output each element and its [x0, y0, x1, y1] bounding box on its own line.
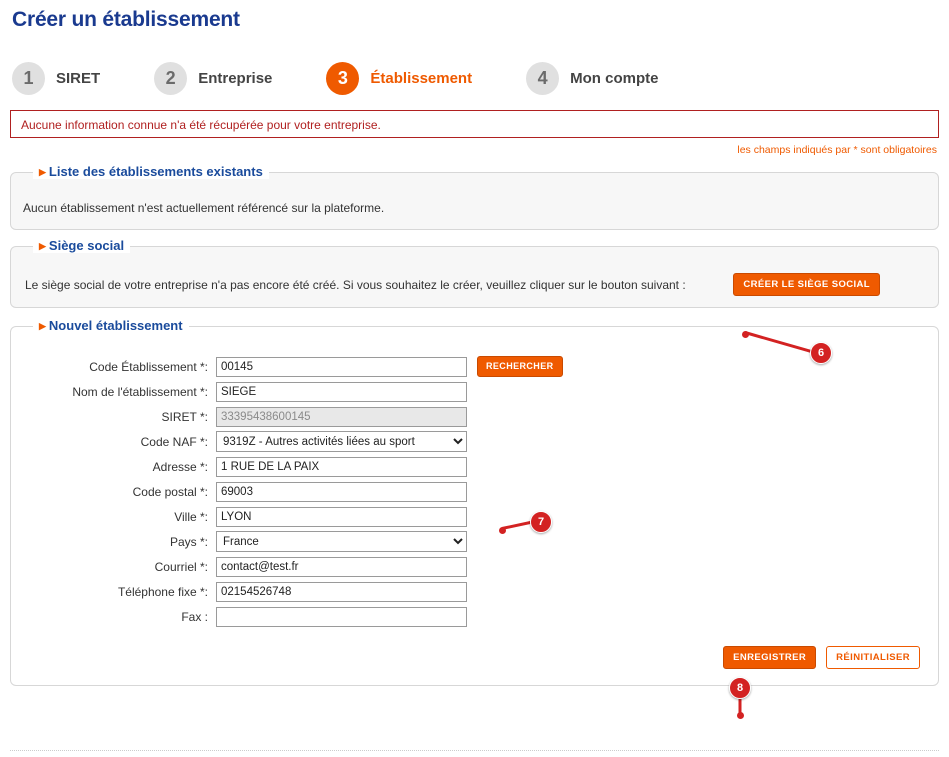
step-2-label: Entreprise	[198, 69, 273, 87]
label-code-naf: Code NAF *:	[140, 434, 208, 449]
input-courriel[interactable]	[216, 557, 467, 577]
label-adresse: Adresse *:	[152, 459, 208, 474]
step-2-number: 2	[154, 62, 187, 95]
label-nom-etablissement: Nom de l'établissement *:	[72, 384, 208, 399]
label-ville: Ville *:	[174, 509, 208, 524]
field-row-code-naf	[23, 430, 926, 453]
required-fields-note: les champs indiqués par * sont obligatoires	[737, 144, 937, 156]
step-4-label: Mon compte	[570, 69, 659, 87]
form-actions	[23, 646, 926, 669]
step-1-label: SIRET	[56, 69, 101, 87]
search-button[interactable]: RECHERCHER	[477, 356, 563, 377]
step-3-etablissement[interactable]	[326, 62, 472, 95]
input-telephone-fixe[interactable]	[216, 582, 467, 602]
new-establishment-panel	[10, 318, 939, 686]
input-fax[interactable]	[216, 607, 467, 627]
label-telephone-fixe: Téléphone fixe *:	[117, 584, 208, 599]
step-1-siret[interactable]	[12, 62, 100, 95]
caret-right-icon: ▶	[39, 167, 46, 177]
field-row-nom-etablissement	[23, 380, 926, 403]
existing-establishments-panel	[10, 164, 939, 230]
caret-right-icon: ▶	[39, 241, 46, 251]
existing-establishments-text: Aucun établissement n'est actuellement référencé sur la plateforme.	[23, 201, 385, 215]
label-code-postal: Code postal *:	[132, 484, 208, 499]
step-4-number: 4	[526, 62, 559, 95]
step-4-mon-compte[interactable]	[526, 62, 658, 95]
step-3-label: Établissement	[370, 69, 473, 87]
new-establishment-legend: ▶ Nouvel établissement	[33, 318, 189, 333]
siege-social-text: Le siège social de votre entreprise n'a pas encore été créé. Si vous souhaitez le créer, veuillez cliquer sur le bouton suivant :	[25, 277, 686, 292]
siege-social-panel	[10, 238, 939, 308]
field-row-adresse	[23, 455, 926, 478]
step-3-number: 3	[326, 62, 359, 95]
footer-divider	[10, 750, 939, 751]
label-siret: SIRET *:	[161, 409, 208, 424]
new-establishment-form	[23, 355, 926, 628]
marker-8: 8	[729, 677, 751, 699]
field-row-fax	[23, 605, 926, 628]
field-row-siret	[23, 405, 926, 428]
step-1-number: 1	[12, 62, 45, 95]
label-courriel: Courriel *:	[154, 559, 208, 574]
field-row-code-postal	[23, 480, 926, 503]
marker-8-anchor-dot	[737, 712, 744, 719]
label-fax: Fax :	[181, 609, 208, 624]
input-code-etablissement[interactable]	[216, 357, 467, 377]
input-ville[interactable]	[216, 507, 467, 527]
input-siret	[216, 407, 467, 427]
reset-button[interactable]: RÉINITIALISER	[826, 646, 920, 669]
existing-establishments-legend: ▶ Liste des établissements existants	[33, 164, 269, 179]
marker-6: 6	[810, 342, 832, 364]
field-row-code-etablissement	[23, 355, 926, 378]
caret-right-icon: ▶	[39, 321, 46, 331]
siege-social-legend: ▶ Siège social	[33, 238, 130, 253]
input-nom-etablissement[interactable]	[216, 382, 467, 402]
wizard-stepper	[10, 54, 939, 102]
input-code-postal[interactable]	[216, 482, 467, 502]
label-code-etablissement: Code Établissement *:	[89, 359, 208, 374]
error-alert: Aucune information connue n'a été récupérée pour votre entreprise.	[10, 110, 939, 138]
marker-7: 7	[530, 511, 552, 533]
create-siege-social-button[interactable]: CRÉER LE SIÈGE SOCIAL	[733, 273, 880, 296]
field-row-ville	[23, 505, 926, 528]
select-code-naf[interactable]	[216, 431, 467, 452]
field-row-pays	[23, 530, 926, 553]
page-title: Créer un établissement	[12, 8, 240, 31]
step-2-entreprise[interactable]	[154, 62, 272, 95]
label-pays: Pays *:	[169, 534, 208, 549]
field-row-courriel	[23, 555, 926, 578]
select-pays[interactable]	[216, 531, 467, 552]
input-adresse[interactable]	[216, 457, 467, 477]
field-row-telephone-fixe	[23, 580, 926, 603]
save-button[interactable]: ENREGISTRER	[723, 646, 816, 669]
